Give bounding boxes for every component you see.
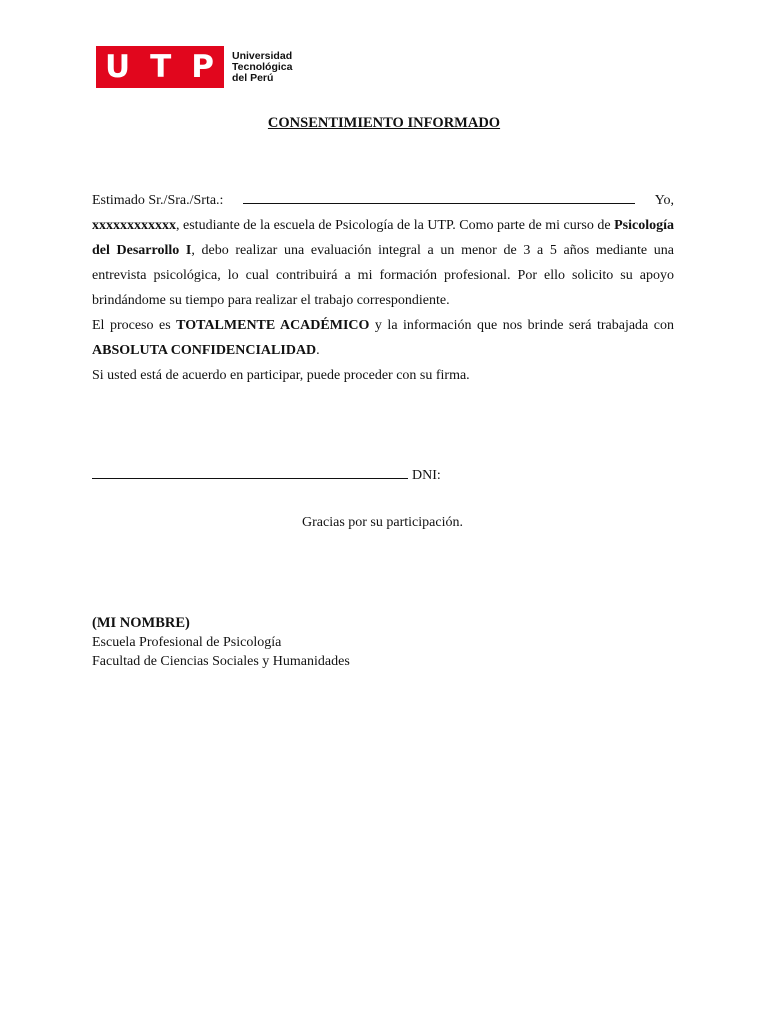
logo-line-3: del Perú	[232, 71, 274, 84]
sender-block	[92, 614, 350, 671]
utp-logo	[96, 46, 292, 88]
paragraph-consent: Si usted está de acuerdo en participar, puede proceder con su firma.	[92, 368, 470, 383]
logo-letter-p: P	[191, 48, 214, 85]
paragraph-confidentiality	[92, 313, 674, 363]
sender-name: (MI NOMBRE)	[92, 615, 190, 631]
confidentiality-emphasis: ABSOLUTA CONFIDENCIALIDAD	[92, 343, 317, 358]
paragraph-purpose	[92, 213, 674, 313]
logo-line-1: Universidad	[232, 49, 293, 62]
signature-blank	[92, 464, 408, 479]
recipient-name-blank	[243, 191, 635, 204]
purpose-text-a: , estudiante de la escuela de Psicología de la UTP. Como parte de mi curso de	[176, 218, 611, 233]
logo-line-2: Tecnológica	[232, 60, 293, 73]
sender-faculty: Facultad de Ciencias Sociales y Humanidades	[92, 654, 350, 669]
paragraph-intro	[92, 188, 674, 213]
signature-line	[92, 464, 441, 484]
process-text-b: y la información que nos brinde será trabajada con	[369, 318, 674, 333]
logo-letter-u: U	[105, 48, 131, 85]
sender-school: Escuela Profesional de Psicología	[92, 635, 282, 650]
student-name-placeholder: xxxxxxxxxxxx	[92, 218, 176, 233]
logo-wordmark	[232, 51, 292, 84]
course-name: Psicología del Desarrollo I	[92, 218, 674, 258]
purpose-text-b: , debo realizar una evaluación integral a un menor de 3 a 5 años mediante una entrevista psicológica, lo cual contribuirá a mi formación profesional. Por ello solicito su apoyo brindándome su tiempo para realizar el trabajo correspondiente.	[92, 243, 674, 308]
document-title: CONSENTIMIENTO INFORMADO	[267, 115, 501, 131]
utp-logo-mark	[96, 46, 224, 88]
yo-label: Yo,	[654, 193, 674, 208]
logo-letter-t: T	[150, 48, 172, 85]
academic-emphasis: TOTALMENTE ACADÉMICO	[176, 318, 370, 333]
salutation: Estimado Sr./Sra./Srta.:	[92, 193, 224, 208]
document-body	[92, 188, 674, 388]
thanks-text: Gracias por su participación.	[302, 515, 463, 530]
process-text-c: .	[316, 343, 320, 358]
dni-label: DNI:	[412, 468, 441, 483]
process-text-a: El proceso es	[92, 318, 177, 333]
